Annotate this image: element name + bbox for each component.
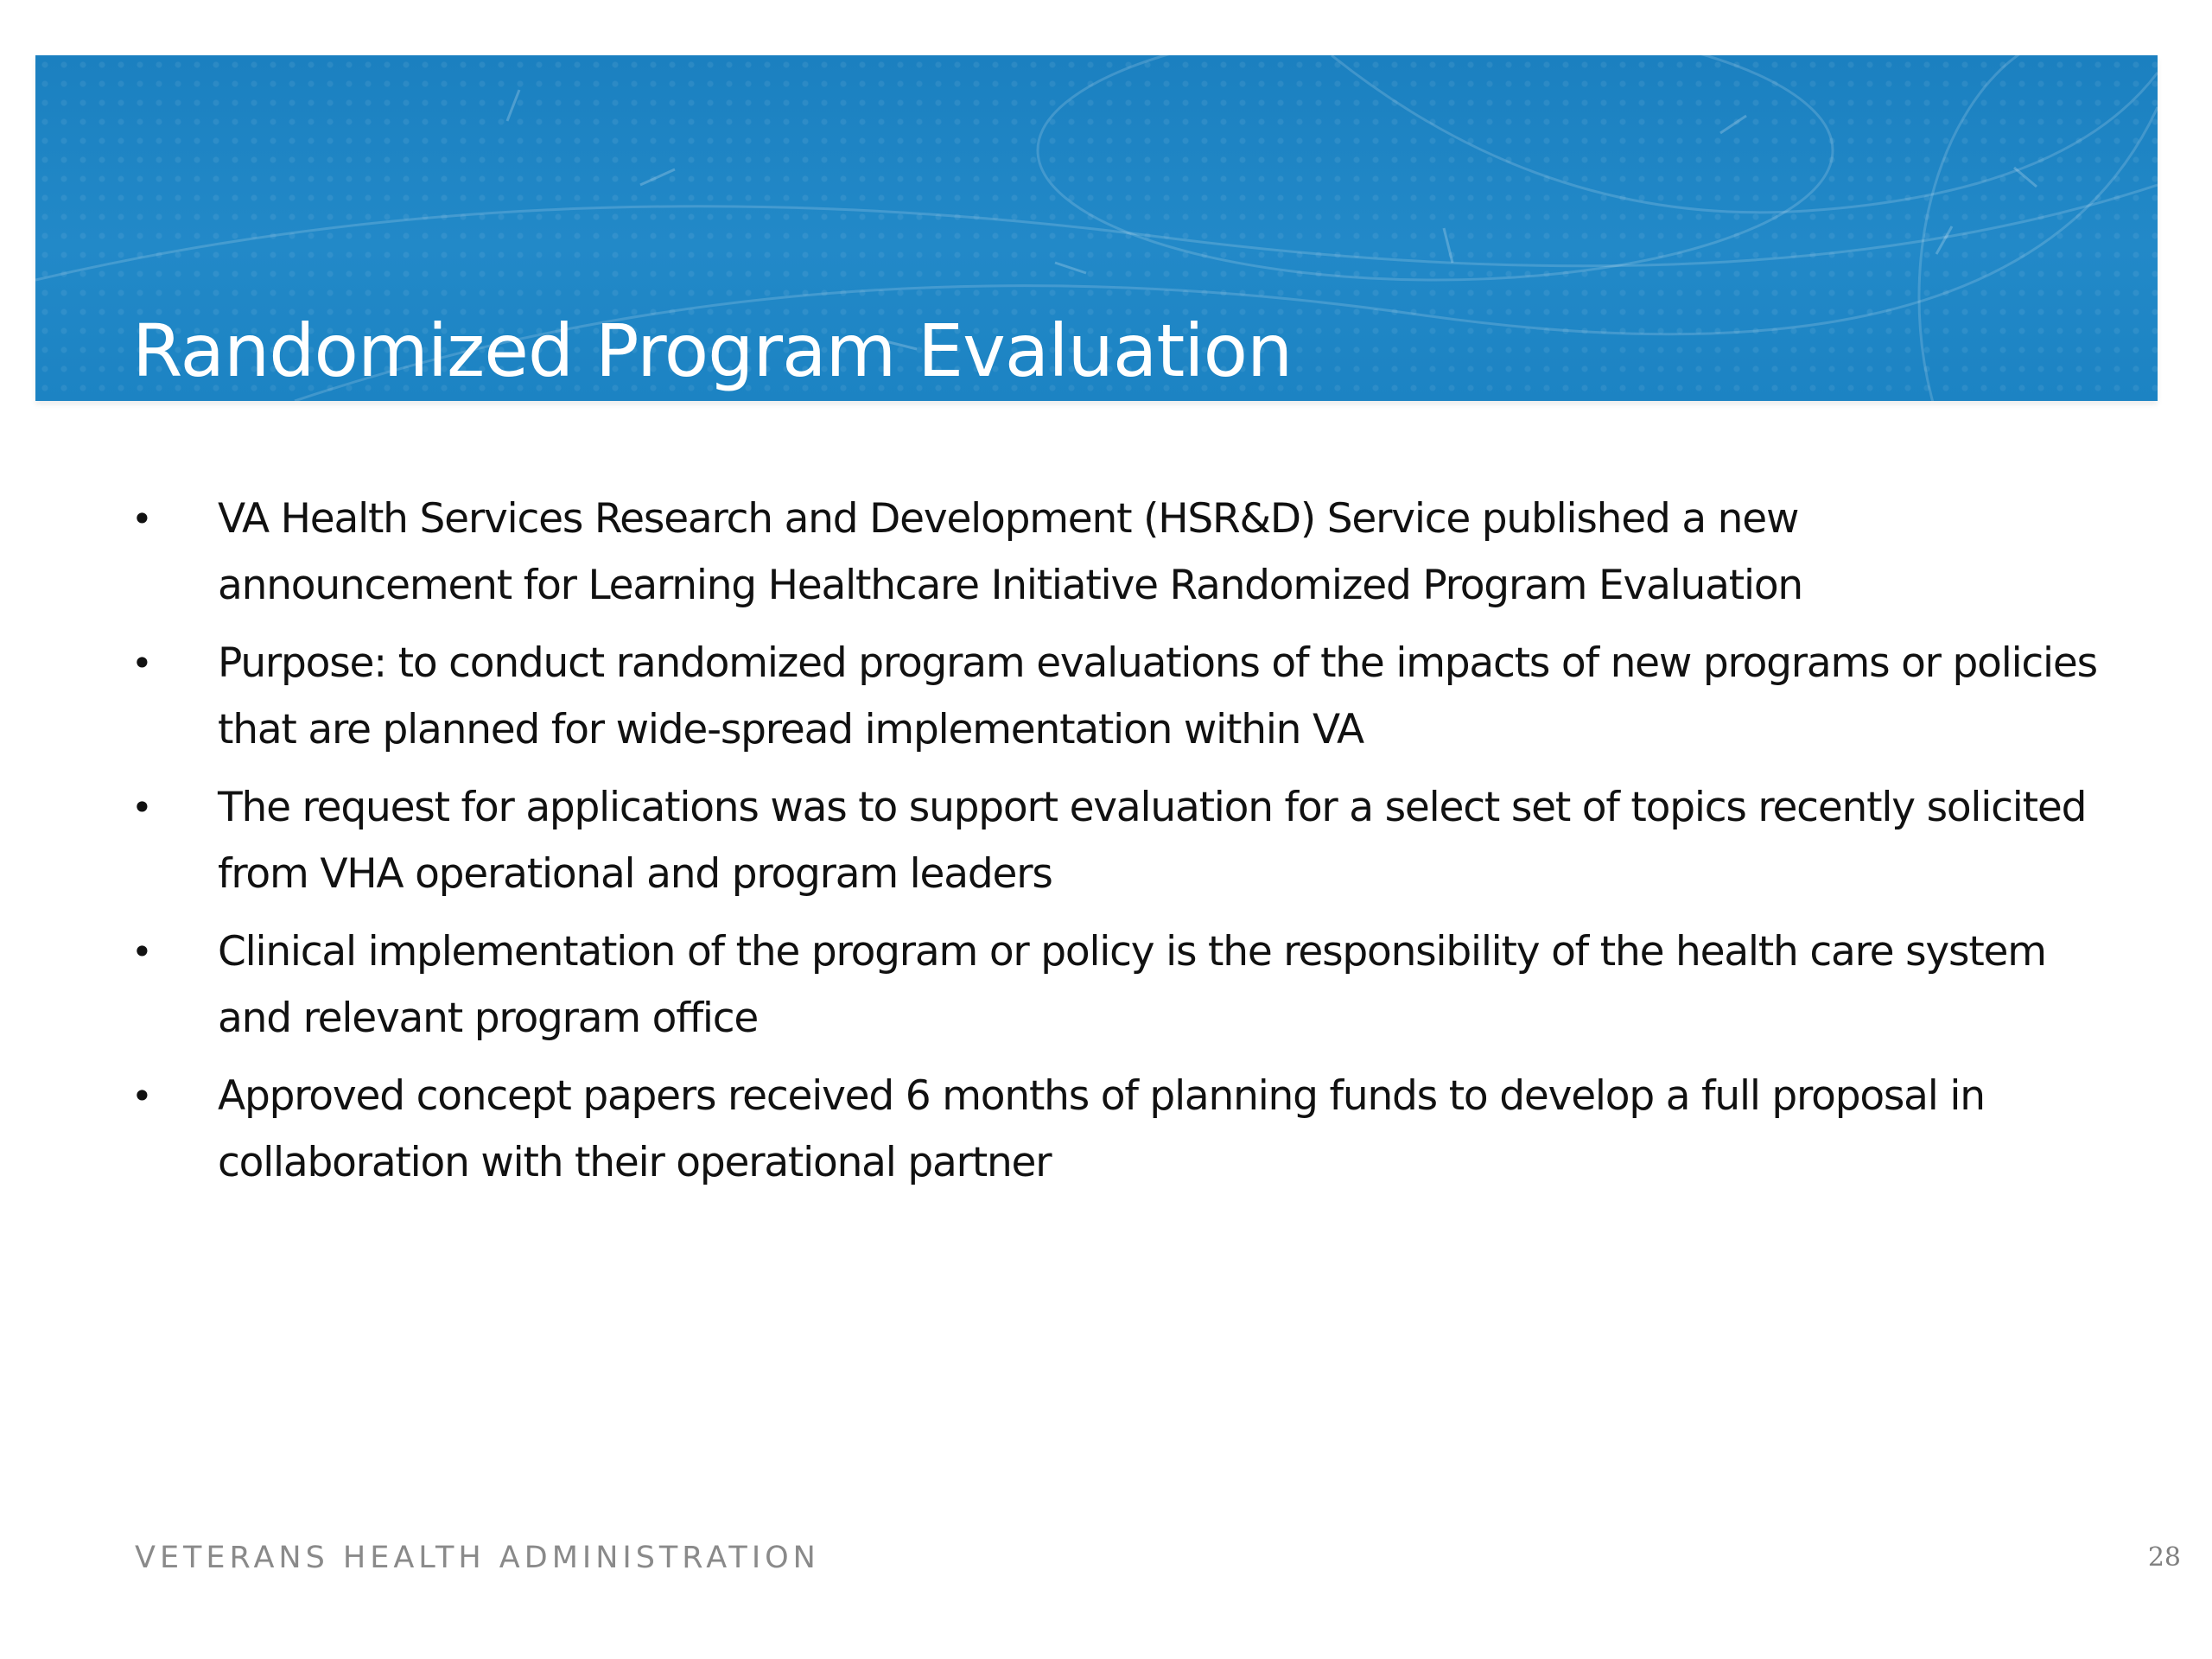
slide-title: Randomized Program Evaluation (132, 308, 1293, 393)
bullet-dot-icon: • (131, 786, 152, 829)
title-banner (35, 55, 2158, 401)
bullet-item (128, 486, 2098, 619)
page-number: 28 (2147, 1542, 2181, 1573)
bullet-list (128, 486, 2098, 1207)
bullet-text: The request for applications was to support evaluation for a select set of topics recently solicited from VHA operational and program leaders (218, 784, 2087, 898)
bullet-text: VA Health Services Research and Development (HSR&D) Service published a new announcement for Learning Healthcare Initiative Randomized Program Evaluation (218, 495, 1802, 609)
footer-organization: VETERANS HEALTH ADMINISTRATION (135, 1541, 820, 1575)
bullet-text: Clinical implementation of the program or policy is the responsibility of the health care system and relevant program office (218, 928, 2046, 1042)
bullet-item (128, 918, 2098, 1052)
bullet-dot-icon: • (131, 931, 152, 973)
bullet-dot-icon: • (131, 1075, 152, 1117)
bullet-text: Purpose: to conduct randomized program evaluations of the impacts of new programs or policies that are planned for wide-spread implementation within VA (218, 639, 2097, 753)
bullet-dot-icon: • (131, 642, 152, 684)
bullet-text: Approved concept papers received 6 months of planning funds to develop a full proposal in collaboration with their operational partner (218, 1072, 1985, 1186)
bullet-item (128, 1063, 2098, 1196)
bullet-item (128, 774, 2098, 907)
bullet-item (128, 630, 2098, 763)
bullet-dot-icon: • (131, 498, 152, 540)
